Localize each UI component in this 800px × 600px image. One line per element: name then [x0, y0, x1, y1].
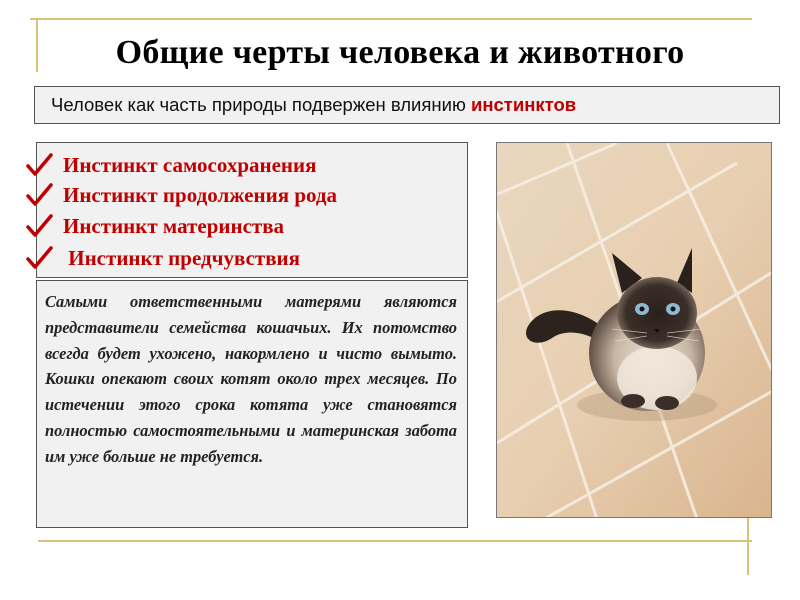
- description-box: [36, 280, 468, 528]
- checkmark-icon: [25, 183, 53, 207]
- instinct-label: Инстинкт самосохранения: [63, 152, 317, 177]
- checkmark-icon: [25, 246, 53, 270]
- list-item: [37, 182, 337, 208]
- instinct-label: Инстинкт продолжения рода: [63, 182, 338, 207]
- bottom-decor-vertical-line: [747, 515, 749, 575]
- list-item: [37, 213, 284, 239]
- cat-photo: [496, 142, 772, 518]
- description-text: Самыми ответственными матерями являются представители семейства кошачьих. Их потомство всегда будет ухожено, накормлено и чисто вымыто. Кошки опекают своих котят около трех месяцев. По истечении этого срока котята уже становятся полностью самостоятельными и материнская забота им уже больше не требуется.: [45, 292, 457, 466]
- subtitle-text: Человек как часть природы подвержен влиянию: [51, 94, 471, 115]
- subtitle-highlight: инстинктов: [470, 94, 577, 115]
- instinct-label: Инстинкт материнства: [63, 213, 285, 238]
- bottom-decor-line: [38, 540, 752, 542]
- page-title: Общие черты человека и животного: [115, 34, 685, 71]
- list-item: [37, 245, 300, 271]
- subtitle-box: [34, 86, 780, 124]
- instinct-list: [36, 142, 468, 278]
- list-item: [37, 152, 317, 178]
- checkmark-icon: [25, 153, 53, 177]
- checkmark-icon: [25, 214, 53, 238]
- instinct-label: Инстинкт предчувствия: [63, 245, 301, 270]
- top-decor-line: [30, 18, 752, 20]
